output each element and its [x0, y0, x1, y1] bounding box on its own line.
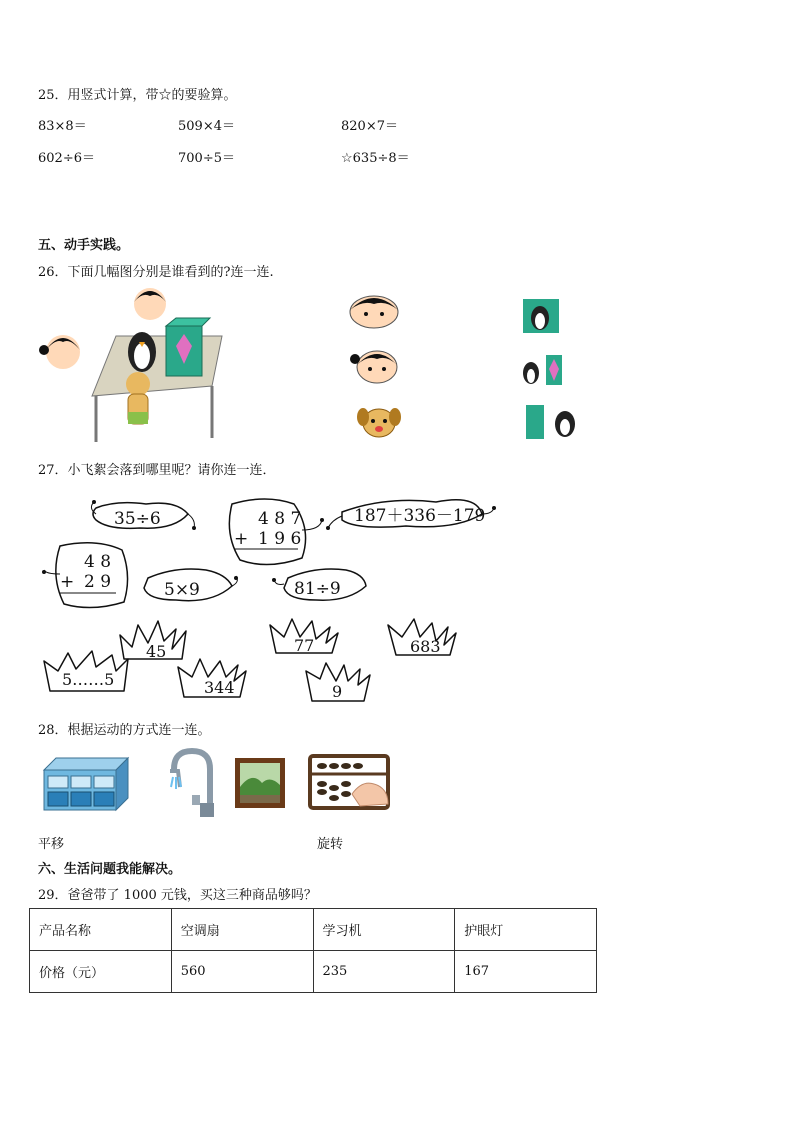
table-cell: 167 — [455, 951, 597, 993]
grass-label-5: 344 — [204, 678, 235, 697]
seed-4-op: + — [60, 572, 75, 592]
motion-label-translation: 平移 — [38, 837, 65, 852]
seed-6-text: 81÷9 — [294, 579, 341, 599]
seed-4-bottom: 2 9 — [84, 572, 112, 592]
price-table — [29, 908, 597, 993]
picture-frame-icon — [234, 757, 286, 809]
seed-2-bottom: 1 9 6 — [258, 529, 302, 549]
table-cell: 产品名称 — [30, 909, 172, 951]
view-penguin-left-box-right-icon — [519, 353, 565, 387]
q25-prompt: 25．用竖式计算，带☆的要验算。 — [38, 88, 237, 103]
q26-scene-illustration — [36, 284, 226, 444]
seed-4-top: 4 8 — [84, 552, 112, 572]
table-cell: 学习机 — [313, 909, 455, 951]
section5-title: 五、动手实践。 — [38, 238, 130, 253]
view-box-left-penguin-right-icon — [525, 404, 581, 440]
table-cell: 235 — [313, 951, 455, 993]
dog-face-icon — [355, 403, 403, 441]
q25-item-2: 509×4＝ — [178, 119, 235, 134]
girl-face-icon — [349, 345, 405, 385]
table-cell: 560 — [171, 951, 313, 993]
section6-title: 六、生活问题我能解决。 — [38, 862, 182, 877]
grass-label-3: 683 — [410, 637, 441, 656]
table-row — [30, 909, 597, 951]
q28-prompt: 28．根据运动的方式连一连。 — [38, 723, 211, 738]
q25-item-1: 83×8＝ — [38, 119, 87, 134]
seed-2-top: 4 8 7 — [258, 509, 302, 529]
grass-label-2: 77 — [294, 636, 315, 655]
grass-label-6: 9 — [332, 682, 343, 701]
q25-item-5: 700÷5＝ — [178, 151, 235, 166]
q27-prompt: 27．小飞絮会落到哪里呢？请你连一连． — [38, 463, 276, 478]
q29-prompt: 29．爸爸带了 1000 元钱，买这三种商品够吗？ — [38, 888, 317, 903]
boy-face-icon — [346, 290, 406, 330]
abacus-with-hand-icon — [308, 754, 390, 812]
q25-item-4: 602÷6＝ — [38, 151, 95, 166]
seed-2-op: + — [234, 529, 249, 549]
motion-label-rotation: 旋转 — [317, 837, 344, 852]
seed-1-text: 35÷6 — [114, 509, 161, 529]
q27-seeds-row-2 — [36, 540, 376, 620]
q26-prompt: 26．下面几幅图分别是谁看到的?连一连. — [38, 265, 274, 280]
view-box-front-with-penguin-icon — [522, 298, 560, 334]
water-faucet-icon — [164, 747, 216, 819]
q27-grass-targets — [40, 615, 470, 705]
table-cell: 价格（元） — [30, 951, 172, 993]
table-cell: 护眼灯 — [455, 909, 597, 951]
grass-label-4: 5……5 — [62, 670, 115, 689]
q25-item-3: 820×7＝ — [341, 119, 398, 134]
seed-3-text: 187＋336－179 — [354, 506, 486, 526]
table-cell: 空调扇 — [171, 909, 313, 951]
q25-item-6: ☆635÷8＝ — [341, 151, 410, 166]
grass-label-1: 45 — [146, 642, 167, 661]
seed-5-text: 5×9 — [164, 580, 200, 600]
drawer-cabinet-icon — [40, 754, 130, 812]
table-row — [30, 951, 597, 993]
